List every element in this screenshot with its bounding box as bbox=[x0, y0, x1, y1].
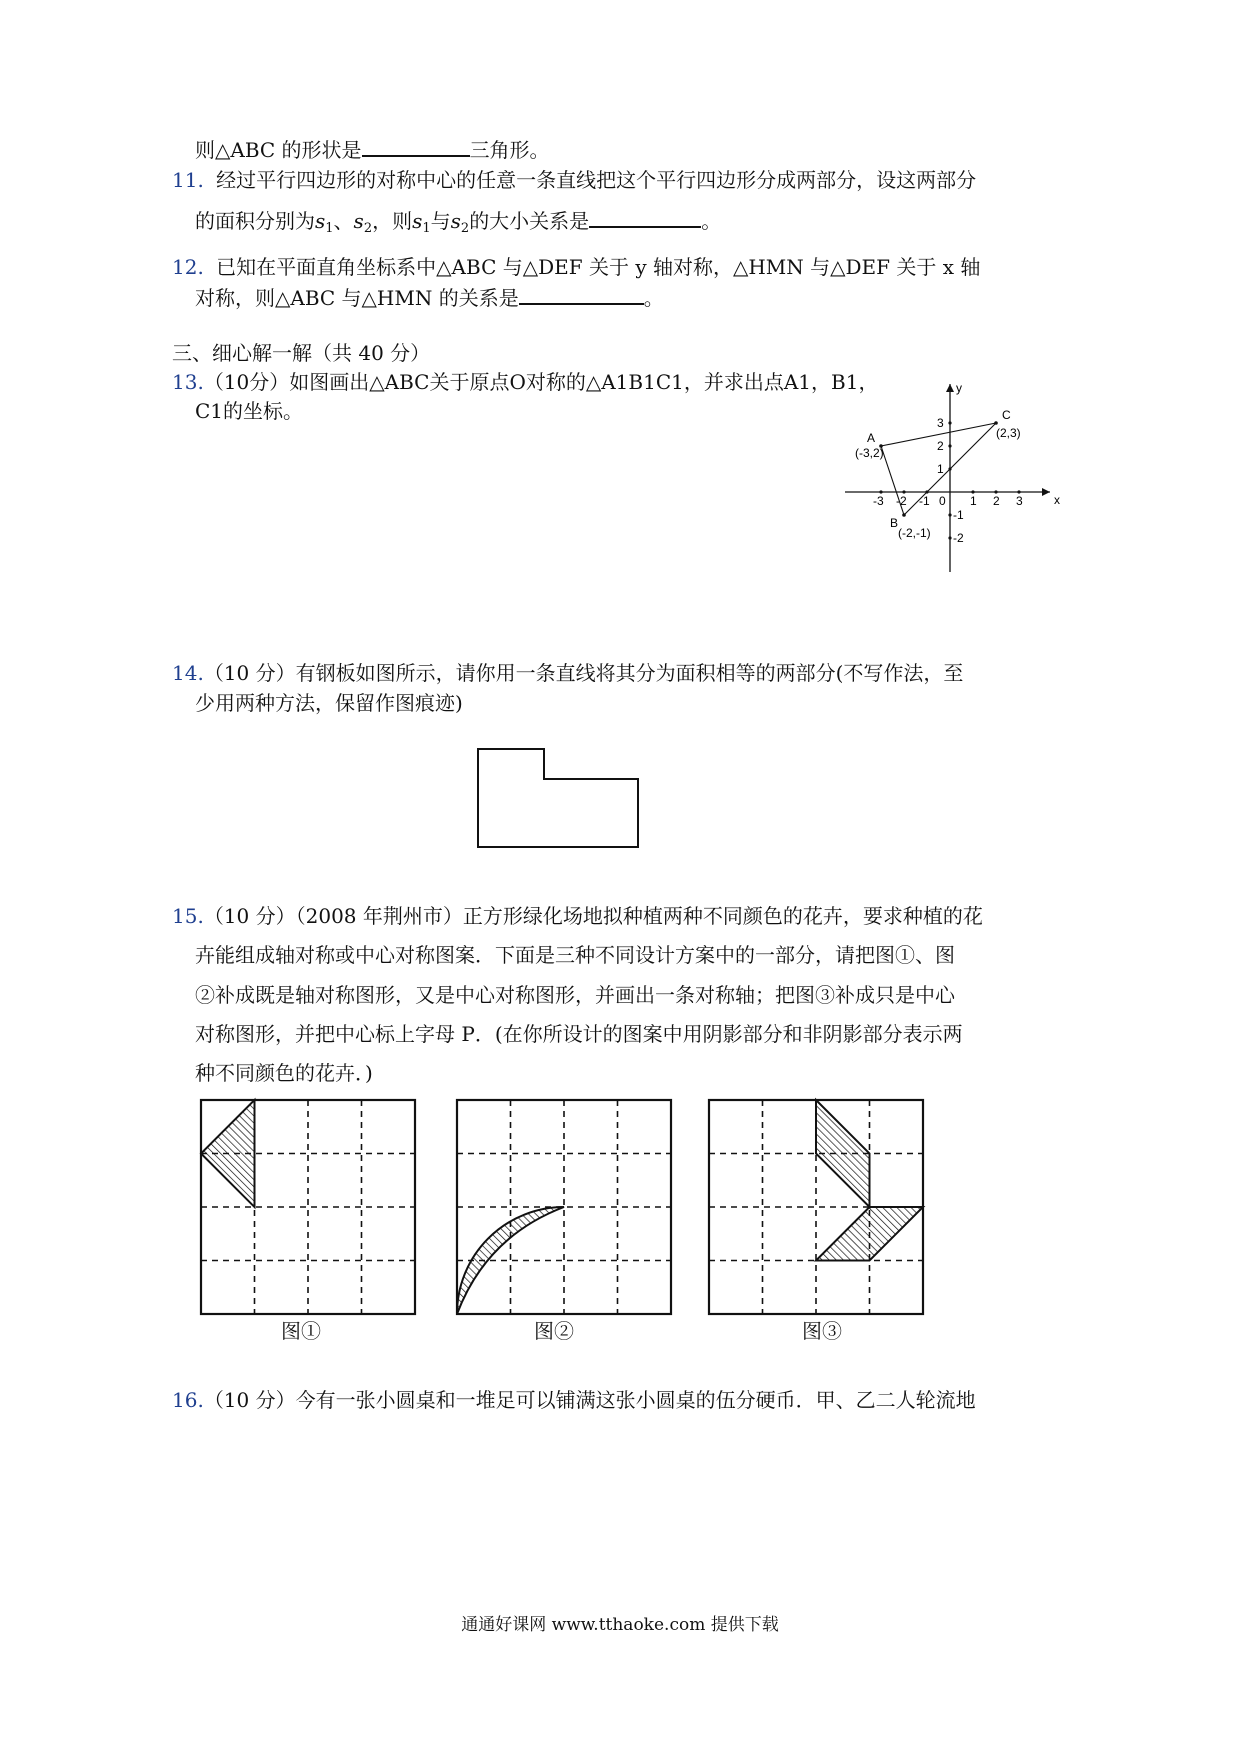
q11-end: 。 bbox=[701, 209, 722, 233]
q12-line2 bbox=[195, 285, 664, 311]
y-tick bbox=[948, 444, 951, 447]
x-axis-arrow bbox=[1042, 488, 1050, 496]
x-tick-label: -2 bbox=[896, 494, 907, 508]
y-tick-label: -2 bbox=[953, 531, 964, 545]
sub-1: 1 bbox=[422, 221, 431, 236]
q11-text-b: ，则 bbox=[372, 209, 413, 233]
y-axis-label: y bbox=[956, 381, 962, 395]
question-number: 16. bbox=[172, 1388, 204, 1412]
sub-2: 2 bbox=[460, 221, 470, 236]
point-coord-label-a: (-3,2) bbox=[855, 446, 884, 460]
point-name-c: C bbox=[1002, 408, 1011, 422]
q10-text-end: 三角形。 bbox=[469, 138, 550, 162]
q13-line1 bbox=[172, 369, 878, 395]
var-s: s bbox=[315, 209, 326, 233]
q15-line2: 卉能组成轴对称或中心对称图案．下面是三种不同设计方案中的一部分，请把图①、图 bbox=[195, 943, 955, 967]
var-s: s bbox=[412, 209, 423, 233]
y-tick-label: -1 bbox=[953, 508, 964, 522]
q11-text-c: 与 bbox=[430, 209, 451, 233]
q11-text-a: 的面积分别为 bbox=[195, 209, 315, 233]
q12-end: 。 bbox=[643, 286, 664, 310]
sep: 、 bbox=[333, 209, 354, 233]
sub-1: 1 bbox=[325, 221, 334, 236]
q16-text: （10 分）今有一张小圆桌和一堆足可以铺满这张小圆桌的伍分硬币．甲、乙二人轮流地 bbox=[203, 1388, 976, 1412]
q11-line1 bbox=[172, 167, 976, 193]
point-coord-label-c: (2,3) bbox=[996, 426, 1021, 440]
y-tick bbox=[948, 513, 951, 516]
figure-caption-3: 图③ bbox=[802, 1319, 842, 1343]
x-tick-label: 3 bbox=[1016, 494, 1023, 508]
y-tick bbox=[948, 536, 951, 539]
q15-line4: 对称图形，并把中心标上字母 P．(在你所设计的图案中用阴影部分和非阴影部分表示两 bbox=[195, 1022, 963, 1046]
grid-figure-1 bbox=[201, 1100, 415, 1314]
point-c bbox=[994, 421, 998, 425]
x-tick-label: -1 bbox=[919, 494, 930, 508]
question-number: 12. bbox=[172, 255, 204, 279]
q16-line1 bbox=[172, 1387, 976, 1413]
answer-blank[interactable] bbox=[519, 285, 644, 305]
q14-line2: 少用两种方法，保留作图痕迹) bbox=[195, 691, 463, 715]
q10-tail bbox=[195, 137, 550, 163]
grid-figure-2 bbox=[457, 1100, 671, 1314]
shaded-parallelogram-lower bbox=[816, 1207, 923, 1261]
question-number: 13. bbox=[172, 370, 204, 394]
figure-caption-2: 图② bbox=[534, 1319, 574, 1343]
y-tick bbox=[948, 421, 951, 424]
y-tick-label: 1 bbox=[937, 462, 944, 476]
var-s: s bbox=[450, 209, 461, 233]
point-b bbox=[902, 513, 906, 517]
point-coord-label-b: (-2,-1) bbox=[898, 526, 931, 540]
steel-plate-figure bbox=[474, 745, 654, 855]
x-tick-label: 2 bbox=[993, 494, 1000, 508]
coordinate-figure bbox=[830, 380, 1070, 580]
design-figures bbox=[195, 1093, 935, 1323]
q12-text: 已知在平面直角坐标系中△ABC 与△DEF 关于 y 轴对称，△HMN 与△DEF 关于 x 轴 bbox=[216, 255, 981, 279]
answer-blank[interactable] bbox=[589, 208, 701, 228]
q15-line1 bbox=[172, 903, 983, 929]
q11-text: 经过平行四边形的对称中心的任意一条直线把这个平行四边形分成两部分，设这两部分 bbox=[216, 168, 977, 192]
point-name-a: A bbox=[867, 431, 876, 445]
origin-label: 0 bbox=[939, 494, 946, 508]
x-axis-label: x bbox=[1054, 493, 1060, 507]
steel-plate-shape bbox=[478, 749, 638, 847]
y-axis-arrow bbox=[946, 384, 954, 392]
grid-figure-3 bbox=[709, 1100, 923, 1314]
question-number: 15. bbox=[172, 904, 204, 928]
question-number: 11. bbox=[172, 168, 204, 192]
q10-text: 则△ABC 的形状是 bbox=[195, 138, 362, 162]
y-tick-label: 3 bbox=[937, 416, 944, 430]
q11-line2 bbox=[195, 208, 721, 242]
q12-text-2: 对称，则△ABC 与△HMN 的关系是 bbox=[195, 286, 519, 310]
q15-line3: ②补成既是轴对称图形，又是中心对称图形，并画出一条对称轴；把图③补成只是中心 bbox=[195, 983, 955, 1007]
x-tick-label: 1 bbox=[970, 494, 977, 508]
answer-blank[interactable] bbox=[362, 137, 470, 157]
question-number: 14. bbox=[172, 661, 204, 685]
q15-line5: 种不同颜色的花卉．) bbox=[195, 1061, 373, 1085]
section-heading: 三、细心解一解（共 40 分） bbox=[172, 341, 431, 365]
sub-2: 2 bbox=[363, 221, 373, 236]
page-footer: 通通好课网 www.tthaoke.com 提供下载 bbox=[461, 1615, 779, 1635]
q13-text: （10分）如图画出△ABC关于原点O对称的△A1B1C1，并求出点A1，B1， bbox=[203, 370, 879, 394]
q12-line1 bbox=[172, 254, 980, 280]
q11-text-d: 的大小关系是 bbox=[469, 209, 590, 233]
shaded-triangle bbox=[201, 1100, 255, 1207]
shaded-parallelogram-upper bbox=[816, 1100, 870, 1207]
x-tick-label: -3 bbox=[873, 494, 884, 508]
point-name-b: B bbox=[890, 516, 899, 530]
q15-text: （10 分）（2008 年荆州市）正方形绿化场地拟种植两种不同颜色的花卉，要求种植的花 bbox=[203, 904, 983, 928]
q14-line1 bbox=[172, 660, 963, 686]
var-s: s bbox=[353, 209, 364, 233]
q13-line2: C1的坐标。 bbox=[195, 399, 304, 423]
y-tick-label: 2 bbox=[937, 439, 944, 453]
q14-text: （10 分）有钢板如图所示，请你用一条直线将其分为面积相等的两部分(不写作法，至 bbox=[203, 661, 964, 685]
figure-caption-1: 图① bbox=[281, 1319, 321, 1343]
